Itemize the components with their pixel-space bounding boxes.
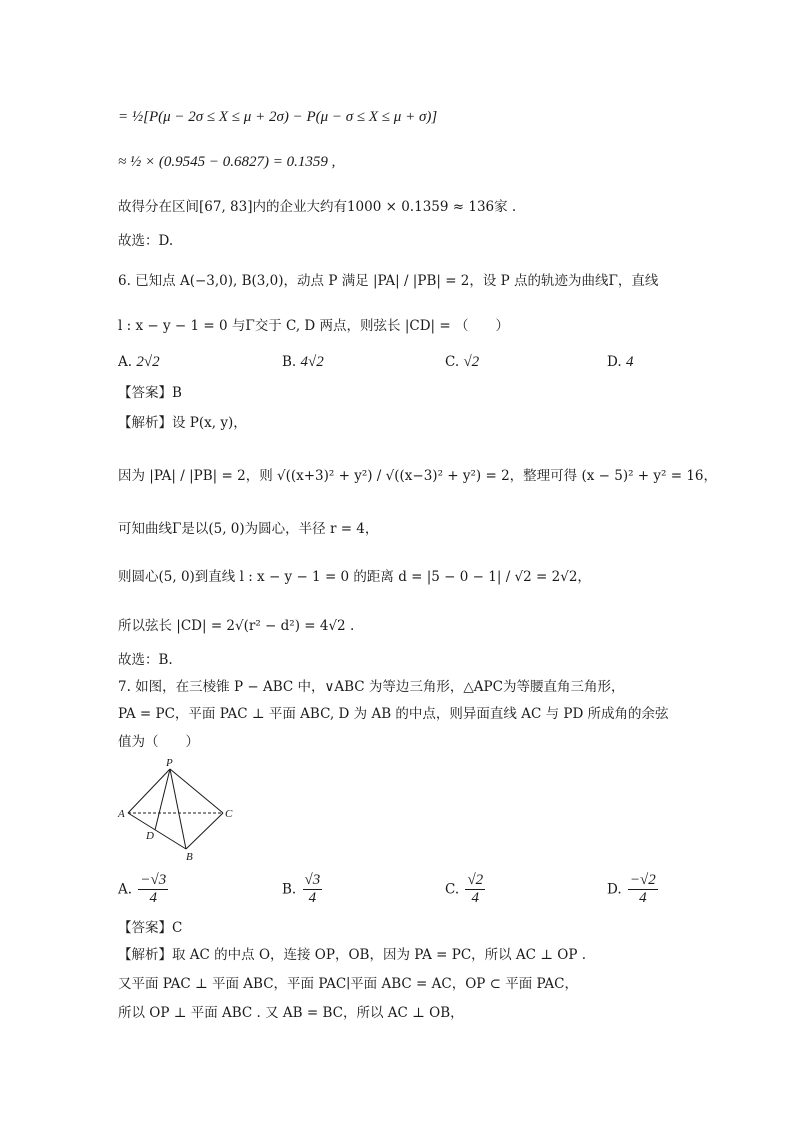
fraction-numerator: √2 bbox=[465, 872, 485, 890]
fraction-numerator: −√2 bbox=[628, 872, 658, 890]
q6-analysis-line: 所以弦长 |CD| = 2√(r² − d²) = 4√2 . bbox=[118, 618, 355, 634]
q6-option-d bbox=[607, 354, 633, 371]
q6-option-b bbox=[282, 354, 324, 371]
q7-option-a bbox=[118, 872, 170, 908]
edge-pb bbox=[170, 769, 186, 849]
option-label: D. bbox=[607, 881, 622, 898]
q7-analysis-line: 所以 OP ⊥ 平面 ABC . 又 AB = BC，所以 AC ⊥ OB， bbox=[118, 1005, 464, 1021]
fraction-denominator: 4 bbox=[471, 890, 480, 907]
calc-line-1: = ½[P(μ − 2σ ≤ X ≤ μ + 2σ) − P(μ − σ ≤ X ≤ μ + σ)] bbox=[118, 109, 438, 125]
label-a: A bbox=[118, 808, 125, 820]
calc-line-2: ≈ ½ × (0.9545 − 0.6827) = 0.1359 , bbox=[118, 154, 336, 170]
option-fraction bbox=[303, 872, 323, 908]
option-label: B. bbox=[282, 881, 297, 898]
fraction-denominator: 4 bbox=[308, 890, 317, 907]
q7-option-c bbox=[445, 872, 487, 908]
q6-option-c bbox=[445, 354, 479, 371]
label-c: C bbox=[225, 808, 233, 820]
label-p: P bbox=[166, 757, 173, 769]
q7-stem-line-1: 7. 如图，在三棱锥 P − ABC 中，∨ABC 为等边三角形，△APC为等腰直角三角形， bbox=[118, 679, 625, 695]
fraction-numerator: √3 bbox=[303, 872, 323, 890]
option-value: 4√2 bbox=[300, 354, 324, 370]
q7-analysis-line: 【解析】取 AC 的中点 O，连接 OP，OB，因为 PA = PC，所以 AC ⊥ OP . bbox=[118, 947, 587, 963]
q7-stem-line-3: 值为（ ） bbox=[118, 734, 199, 750]
q7-option-b bbox=[282, 872, 324, 908]
edge-ab bbox=[128, 813, 186, 849]
q6-answer: 【答案】B bbox=[118, 385, 182, 401]
option-label: A. bbox=[118, 881, 133, 898]
option-label: D. bbox=[607, 354, 622, 370]
calc-choice: 故选：D. bbox=[118, 233, 174, 249]
option-fraction bbox=[138, 872, 168, 908]
q6-stem-line-2: l : x − y − 1 = 0 与Γ交于 C, D 两点，则弦长 |CD| = （ ） bbox=[118, 318, 509, 334]
option-value: 4 bbox=[625, 354, 634, 370]
option-value: 2√2 bbox=[136, 354, 160, 370]
option-label: C. bbox=[445, 881, 460, 898]
edge-pd bbox=[155, 769, 170, 830]
q6-option-a bbox=[118, 354, 160, 371]
option-fraction bbox=[465, 872, 485, 908]
fraction-denominator: 4 bbox=[149, 890, 158, 907]
label-d: D bbox=[146, 830, 154, 842]
q6-stem-line-1: 6. 已知点 A(−3,0), B(3,0)，动点 P 满足 |PA| / |PB| = 2，设 P 点的轨迹为曲线Γ，直线 bbox=[118, 273, 659, 289]
q6-analysis-line: 故选：B. bbox=[118, 652, 173, 668]
option-label: B. bbox=[282, 354, 297, 370]
option-value: √2 bbox=[463, 354, 480, 370]
fraction-denominator: 4 bbox=[639, 890, 647, 907]
tetrahedron-figure bbox=[110, 755, 250, 865]
option-fraction bbox=[628, 872, 658, 908]
q7-answer: 【答案】C bbox=[118, 920, 183, 936]
fraction-numerator: −√3 bbox=[138, 872, 168, 890]
option-label: C. bbox=[445, 354, 460, 370]
q7-option-d bbox=[607, 872, 660, 908]
q7-stem-line-2: PA = PC，平面 PAC ⊥ 平面 ABC, D 为 AB 的中点，则异面直线 AC 与 PD 所成角的余弦 bbox=[118, 706, 669, 722]
calc-conclusion: 故得分在区间[67, 83]内的企业大约有1000 × 0.1359 ≈ 136家 . bbox=[118, 199, 517, 215]
q6-analysis-line: 则圆心(5, 0)到直线 l : x − y − 1 = 0 的距离 d = |5 − 0 − 1| / √2 = 2√2， bbox=[118, 569, 591, 585]
edge-pa bbox=[128, 769, 170, 813]
q6-analysis-line: 因为 |PA| / |PB| = 2，则 √((x+3)² + y²) / √((x−3)² + y²) = 2，整理可得 (x − 5)² + y² = 16， bbox=[118, 468, 717, 484]
q6-analysis-line: 【解析】设 P(x, y)， bbox=[118, 415, 247, 431]
label-b: B bbox=[186, 851, 193, 863]
q6-analysis-line: 可知曲线Γ是以(5, 0)为圆心，半径 r = 4， bbox=[118, 521, 379, 537]
option-label: A. bbox=[118, 354, 133, 370]
q7-analysis-line: 又平面 PAC ⊥ 平面 ABC，平面 PAC∣平面 ABC = AC，OP ⊂ 平面 PAC， bbox=[118, 976, 578, 992]
edge-bc bbox=[186, 813, 223, 849]
